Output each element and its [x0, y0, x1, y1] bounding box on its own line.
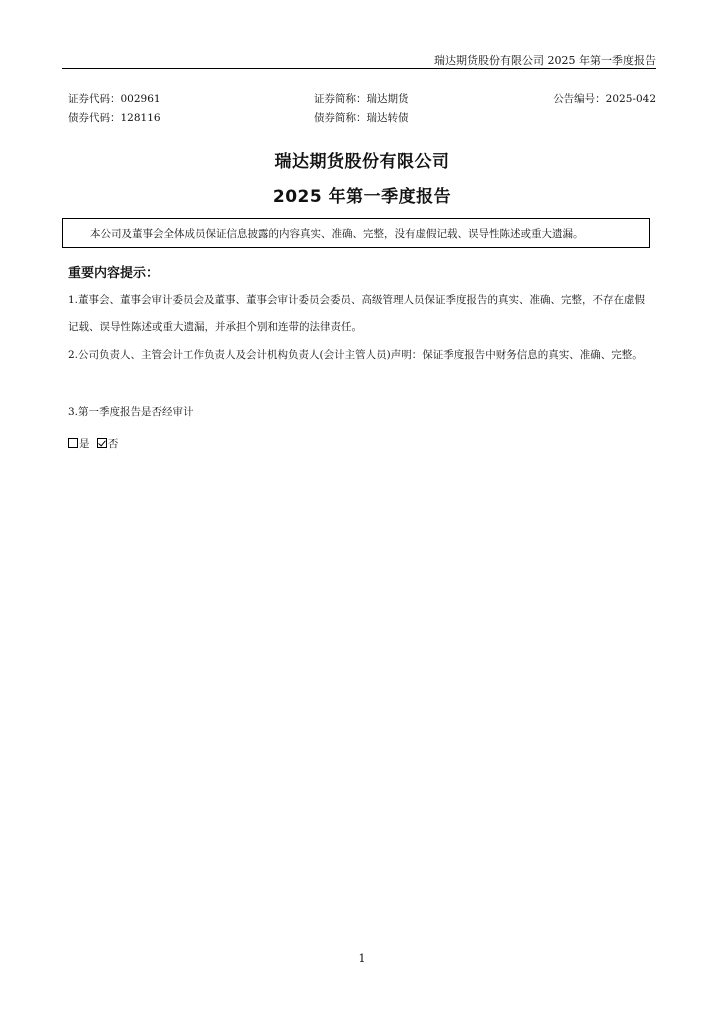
important-heading: 重要内容提示： — [68, 266, 160, 281]
stock-abbr: 证券简称：瑞达期货 — [314, 93, 409, 105]
header-divider — [62, 68, 656, 69]
option-no-label: 否 — [107, 438, 119, 450]
bond-abbr: 债券简称：瑞达转债 — [314, 112, 409, 124]
important-item-3: 3.第一季度报告是否经审计 — [68, 406, 194, 418]
announcement-number: 公告编号：2025-042 — [553, 93, 656, 105]
running-header: 瑞达期货股份有限公司 2025 年第一季度报告 — [434, 54, 656, 67]
report-title: 2025 年第一季度报告 — [272, 187, 452, 207]
important-item-1: 1.董事会、董事会审计委员会及董事、董事会审计委员会委员、高级管理人员保证季度报告的真实、准确、完整，不存在虚假记载、误导性陈述或重大遗漏，并承担个别和连带的法律责任。 — [68, 294, 646, 333]
company-title: 瑞达期货股份有限公司 — [274, 152, 450, 172]
bond-code: 债券代码：128116 — [68, 112, 161, 124]
option-yes-label: 是 — [79, 438, 90, 450]
audit-options — [68, 436, 118, 451]
page-number: 1 — [358, 952, 366, 965]
checkbox-yes — [68, 438, 78, 448]
notice-text: 本公司及董事会全体成员保证信息披露的内容真实、准确、完整，没有虚假记载、误导性陈述或重大遗漏。 — [90, 228, 584, 240]
important-item-2: 2.公司负责人、主管会计工作负责人及会计机构负责人(会计主管人员)声明：保证季度报告中财务信息的真实、准确、完整。 — [68, 349, 643, 361]
checkbox-no-checked — [97, 438, 107, 448]
stock-code: 证券代码：002961 — [68, 93, 161, 105]
